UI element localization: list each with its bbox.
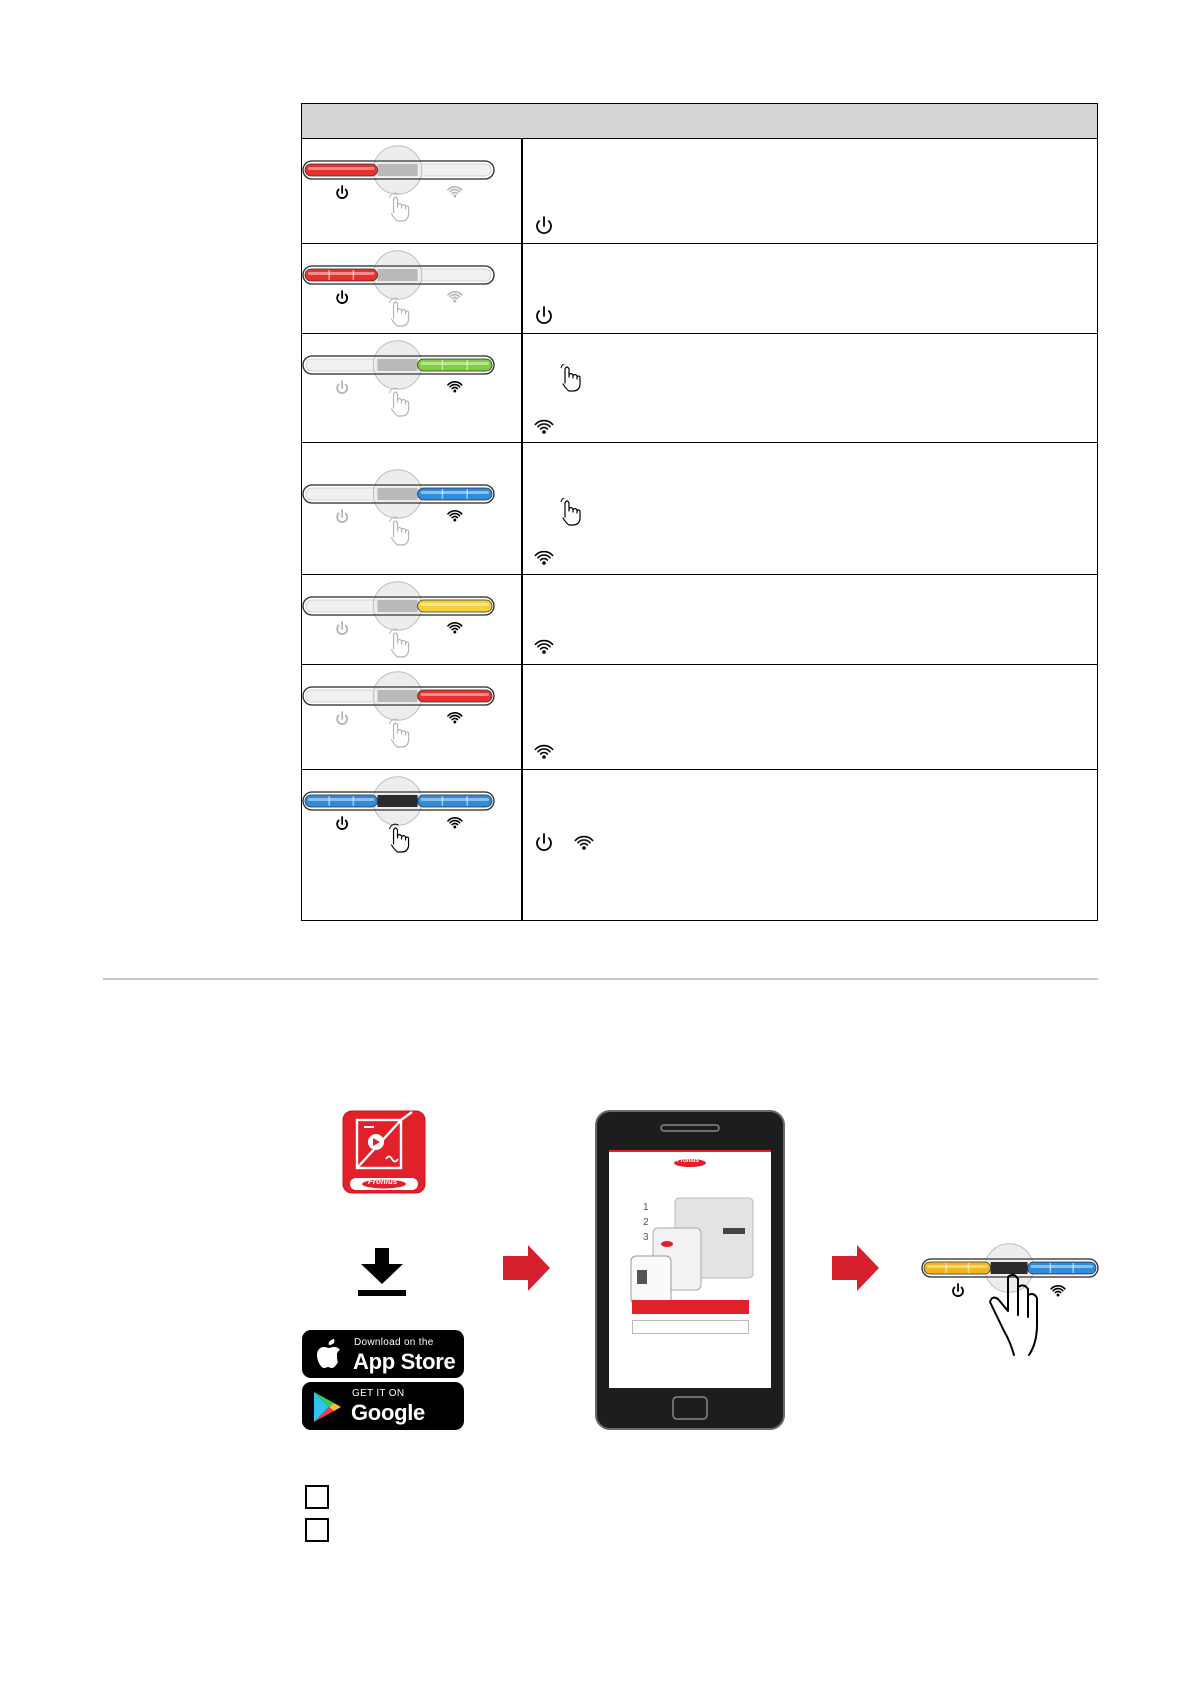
- led-bar-diagram: [302, 334, 521, 444]
- status-description-cell: [523, 244, 1097, 333]
- led-bar-diagram: [302, 770, 521, 880]
- description-icons: [531, 543, 557, 569]
- fronius-app-icon[interactable]: [342, 1110, 426, 1194]
- status-description-cell: [523, 443, 1097, 574]
- app-icon-brand: Fronius: [368, 1177, 398, 1186]
- status-description-cell: [523, 665, 1097, 769]
- power-icon: [531, 211, 557, 237]
- description-icons: [531, 211, 557, 237]
- checkbox[interactable]: [305, 1518, 329, 1542]
- phone-step: 3: [643, 1232, 649, 1243]
- wifi-icon: [531, 412, 557, 438]
- touch-icon: [559, 498, 583, 526]
- table-row: [302, 244, 1097, 334]
- phone-step: 2: [643, 1217, 649, 1228]
- checkbox[interactable]: [305, 1485, 329, 1509]
- led-bar-diagram: [302, 139, 521, 249]
- app-store-line1: Download on the: [354, 1337, 434, 1348]
- section-separator: [103, 978, 1098, 980]
- table-row: [302, 770, 1097, 920]
- google-play-badge[interactable]: [302, 1382, 464, 1451]
- phone-step: 1: [643, 1202, 649, 1213]
- app-store-badge[interactable]: [302, 1330, 464, 1378]
- table-row: [302, 575, 1097, 665]
- status-description-cell: [523, 575, 1097, 664]
- power-icon: [531, 828, 557, 854]
- table-header: [302, 104, 1097, 139]
- description-icons: [531, 412, 557, 438]
- phone-secondary-button[interactable]: [632, 1320, 749, 1334]
- phone-brand: Fronius: [677, 1158, 699, 1164]
- led-indicator-cell: [302, 139, 521, 243]
- led-indicator-cell: [302, 575, 521, 664]
- table-row: [302, 665, 1097, 770]
- google-play-line2: Google Play: [351, 1400, 425, 1451]
- status-description-cell: [523, 334, 1097, 442]
- led-bar-diagram: [302, 443, 521, 553]
- download-arrow-icon: [357, 1248, 407, 1298]
- led-indicator-cell: [302, 665, 521, 769]
- power-icon: [531, 301, 557, 327]
- status-description-cell: [523, 139, 1097, 243]
- phone-steps: [643, 1200, 649, 1245]
- description-icons: [531, 632, 557, 658]
- led-indicator-cell: [302, 334, 521, 442]
- apple-icon: [316, 1339, 342, 1369]
- right-arrow-icon: [503, 1245, 551, 1291]
- status-description-cell: [523, 770, 1097, 920]
- wifi-icon: [571, 828, 597, 854]
- led-indicator-cell: [302, 770, 521, 920]
- smartphone-illustration: [595, 1110, 785, 1430]
- table-row: [302, 443, 1097, 575]
- right-arrow-icon: [832, 1245, 880, 1291]
- description-icons: [531, 737, 557, 763]
- table-row: [302, 334, 1097, 443]
- wifi-icon: [531, 737, 557, 763]
- google-play-line1: GET IT ON: [352, 1388, 405, 1399]
- description-icons: [531, 301, 557, 327]
- table-row: [302, 139, 1097, 244]
- led-bar-with-hand: [920, 1225, 1100, 1365]
- phone-primary-button[interactable]: [632, 1300, 749, 1314]
- led-status-table: [301, 103, 1098, 921]
- description-icons: [531, 828, 597, 854]
- led-indicator-cell: [302, 244, 521, 333]
- google-play-icon: [312, 1391, 342, 1423]
- touch-icon: [559, 364, 583, 392]
- led-bar-diagram: [302, 665, 521, 775]
- wifi-icon: [531, 543, 557, 569]
- app-store-line2: App Store: [353, 1349, 456, 1374]
- led-indicator-cell: [302, 443, 521, 574]
- wifi-icon: [531, 632, 557, 658]
